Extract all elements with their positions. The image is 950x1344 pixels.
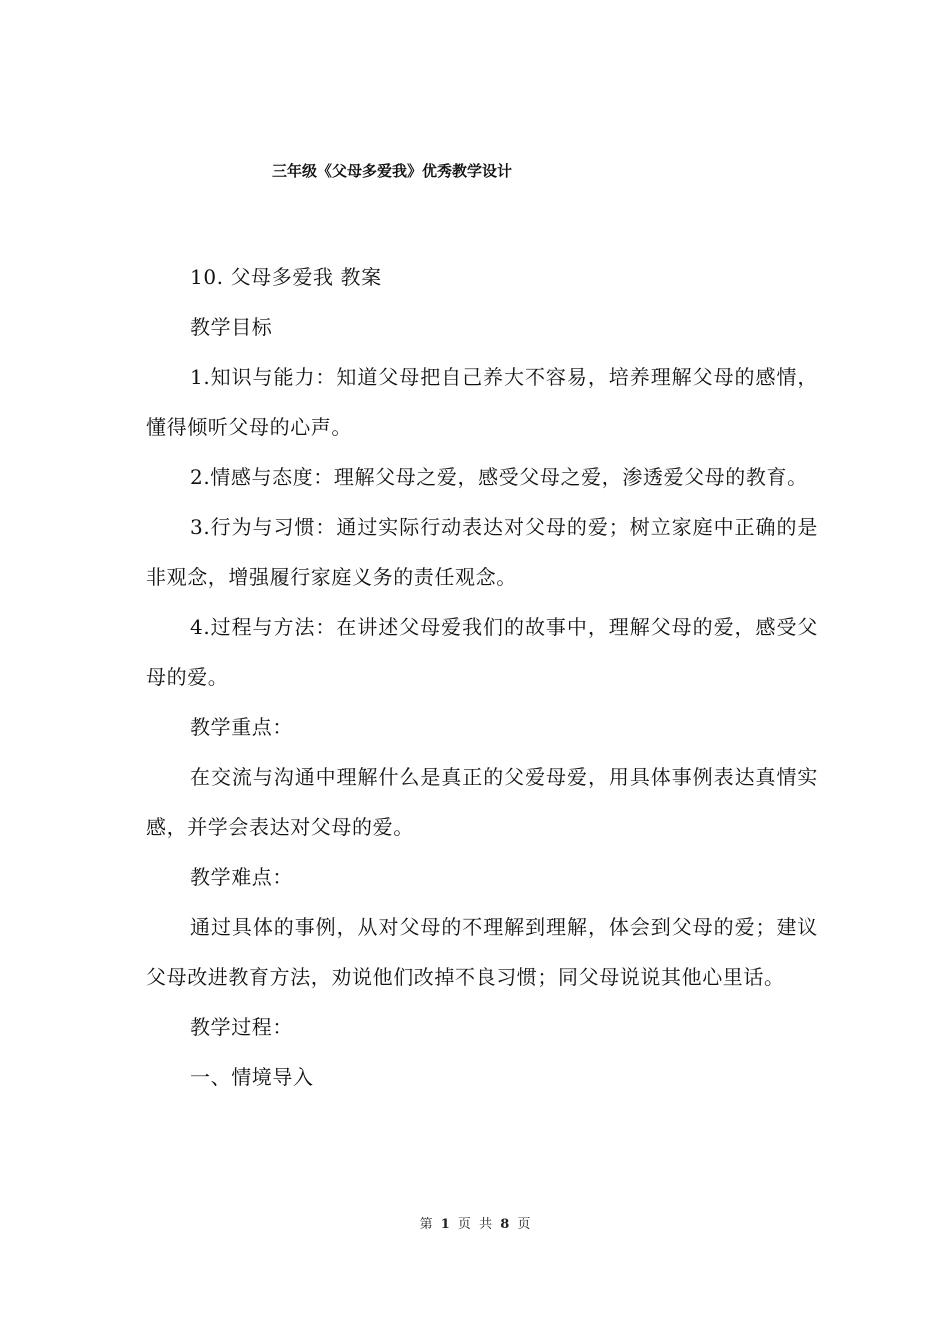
footer-page-word: 页 xyxy=(457,1217,471,1232)
footer-total-word: 共 xyxy=(479,1217,493,1232)
footer-total-pages: 8 xyxy=(500,1217,510,1232)
document-body xyxy=(146,252,818,1102)
footer-suffix: 页 xyxy=(517,1217,531,1232)
paragraph-objective-3: 3.行为与习惯：通过实际行动表达对父母的爱；树立家庭中正确的是非观念，增强履行家庭义务的责任观念。 xyxy=(146,515,818,589)
paragraph-objective-2: 2.情感与态度：理解父母之爱，感受父母之爱，渗透爱父母的教育。 xyxy=(190,465,808,489)
paragraph-difficulties-heading: 教学难点： xyxy=(190,865,293,889)
paragraph-process-heading: 教学过程： xyxy=(190,1015,293,1039)
paragraph-section-1: 一、情境导入 xyxy=(190,1065,314,1089)
paragraph-objective-1: 1.知识与能力：知道父母把自己养大不容易，培养理解父母的感情，懂得倾听父母的心声。 xyxy=(146,365,818,439)
paragraph-key-points-heading: 教学重点： xyxy=(190,715,293,739)
paragraph-key-points: 在交流与沟通中理解什么是真正的父爱母爱，用具体事例表达真情实感，并学会表达对父母的爱。 xyxy=(146,765,818,839)
page-footer xyxy=(0,1216,950,1234)
footer-prefix: 第 xyxy=(419,1217,433,1232)
document-title: 三年级《父母多爱我》优秀教学设计 xyxy=(272,162,513,180)
paragraph-lesson-heading: 10. 父母多爱我 教案 xyxy=(190,265,382,289)
paragraph-difficulties: 通过具体的事例，从对父母的不理解到理解，体会到父母的爱；建议父母改进教育方法，劝说他们改掉不良习惯；同父母说说其他心里话。 xyxy=(146,915,818,989)
paragraph-objectives-heading: 教学目标 xyxy=(190,315,273,339)
footer-current-page: 1 xyxy=(440,1217,450,1232)
paragraph-objective-4: 4.过程与方法：在讲述父母爱我们的故事中，理解父母的爱，感受父母的爱。 xyxy=(146,615,818,689)
